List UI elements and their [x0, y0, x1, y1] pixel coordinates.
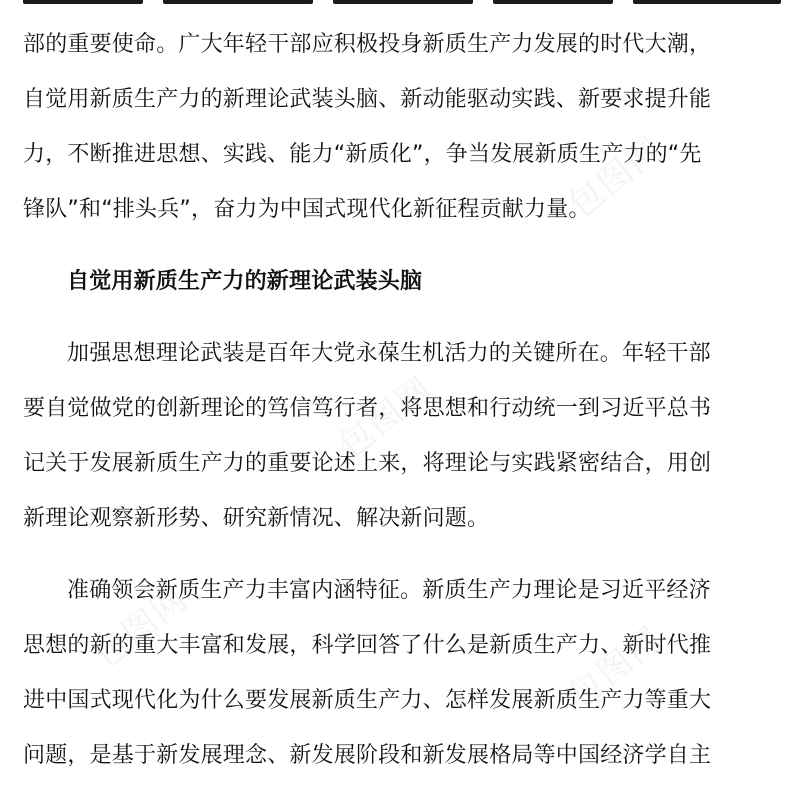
body-line: 思想的新的重大丰富和发展，科学回答了什么是新质生产力、新时代推 [23, 633, 712, 658]
body-line: 部的重要使命。广大年轻干部应积极投身新质生产力发展的时代大潮， [23, 32, 712, 57]
body-line: 记关于发展新质生产力的重要论述上来，将理论与实践紧密结合，用创 [23, 451, 712, 476]
watermark: 包图网 [561, 618, 672, 717]
section-heading: 自觉用新质生产力的新理论武装头脑 [67, 269, 423, 294]
watermark: 包图网 [331, 368, 442, 467]
body-line: 自觉用新质生产力的新理论武装头脑、新动能驱动实践、新要求提升能 [23, 87, 712, 112]
paragraph-first-line: 准确领会新质生产力丰富内涵特征。新质生产力理论是习近平经济 [67, 578, 711, 603]
watermark: 包图网 [86, 578, 197, 677]
paragraph-first-line: 加强思想理论武装是百年大党永葆生机活力的关键所在。年轻干部 [67, 341, 711, 366]
body-line: 问题，是基于新发展理念、新发展阶段和新发展格局等中国经济学自主 [23, 743, 712, 768]
body-line: 要自觉做党的创新理论的笃信笃行者，将思想和行动统一到习近平总书 [23, 396, 712, 421]
body-line: 锋队”和“排头兵”，奋力为中国式现代化新征程贡献力量。 [23, 197, 591, 222]
watermark: 包图网 [561, 128, 672, 227]
body-line: 新理论观察新形势、研究新情况、解决新问题。 [23, 506, 490, 531]
cropped-text-fragment [23, 0, 783, 8]
body-line: 进中国式现代化为什么要发展新质生产力、怎样发展新质生产力等重大 [23, 688, 712, 713]
body-line: 力，不断推进思想、实践、能力“新质化”，争当发展新质生产力的“先 [23, 142, 702, 167]
